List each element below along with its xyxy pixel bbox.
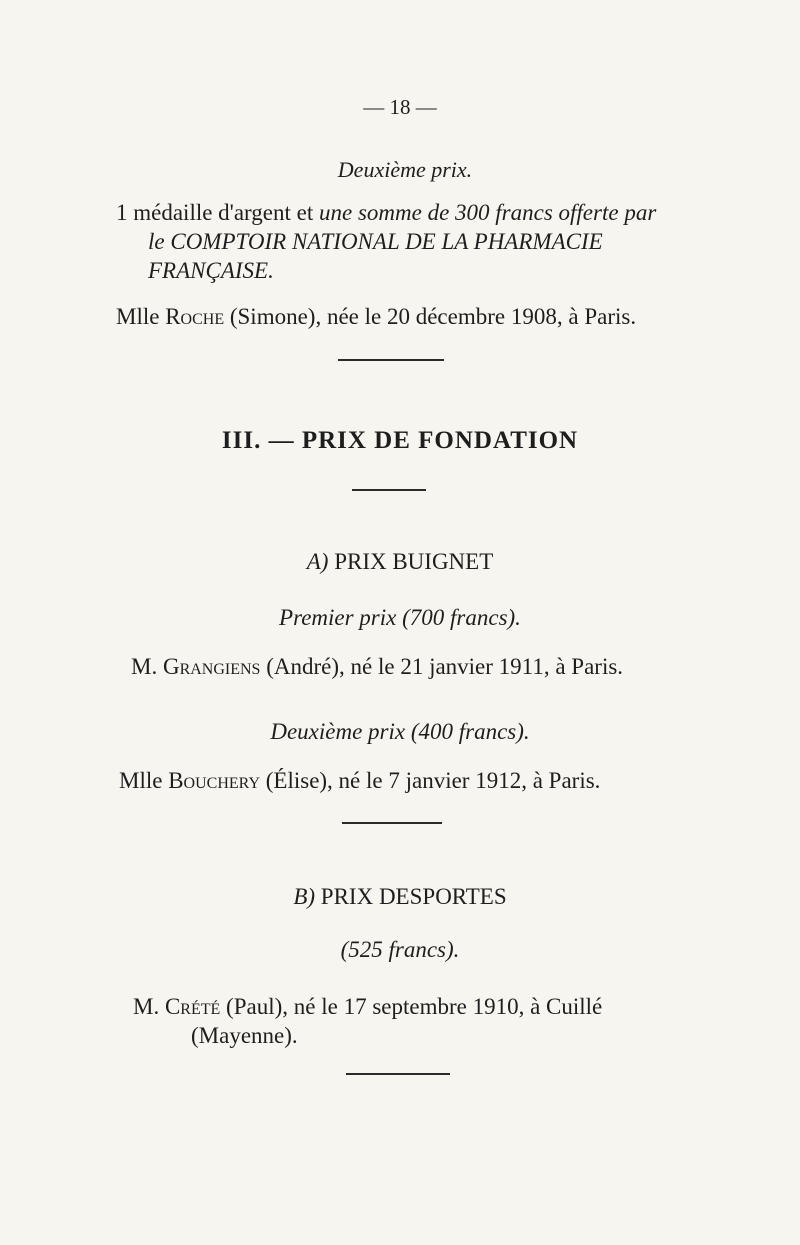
award-line-1-roman: 1 médaille d'argent et <box>116 200 319 225</box>
winner-crete-line-2: (Mayenne). <box>191 1023 298 1048</box>
winner-grangiens <box>131 654 623 680</box>
premier-prix-label: Premier prix (700 francs). <box>279 605 521 630</box>
prix-a-letter: A) <box>306 549 329 574</box>
winner-prefix: Mlle <box>119 768 169 793</box>
page-number: — 18 — <box>363 95 437 119</box>
prix-b-name: PRIX DESPORTES <box>315 884 507 909</box>
winner-crete <box>133 994 602 1020</box>
winner-surname: Crété <box>164 994 221 1019</box>
prix-buignet-title <box>0 549 800 575</box>
winner-details: (Élise), né le 7 janvier 1912, à Paris. <box>260 768 601 793</box>
winner-surname: Grangiens <box>162 654 261 679</box>
desportes-prize-label: (525 francs). <box>340 937 460 962</box>
heading-divider <box>352 489 426 491</box>
winner-surname: Bouchery <box>168 768 260 793</box>
section-divider <box>338 359 444 361</box>
winner-details: (André), né le 21 janvier 1911, à Paris. <box>260 654 624 679</box>
award-line-3: FRANÇAISE. <box>148 258 274 283</box>
winner-surname: Roche <box>165 304 225 329</box>
deuxieme-prix-label: Deuxième prix (400 francs). <box>270 719 530 744</box>
winner-prefix: M. <box>131 654 163 679</box>
winner-details: (Simone), née le 20 décembre 1908, à Paris. <box>224 304 637 329</box>
winner-roche <box>116 304 636 330</box>
winner-details: (Paul), né le 17 septembre 1910, à Cuillé <box>220 994 603 1019</box>
winner-prefix: M. <box>133 994 165 1019</box>
winner-bouchery <box>119 768 600 794</box>
prix-a-name: PRIX BUIGNET <box>328 549 494 574</box>
prix-desportes-title <box>0 884 800 910</box>
prize-title-deuxieme: Deuxième prix. <box>337 157 473 182</box>
end-divider <box>346 1073 450 1075</box>
section-heading: III. — PRIX DE FONDATION <box>221 427 579 454</box>
section-divider <box>342 822 442 824</box>
award-line-1 <box>116 200 656 226</box>
prix-b-letter: B) <box>293 884 316 909</box>
award-line-2: le COMPTOIR NATIONAL DE LA PHARMACIE <box>148 229 603 254</box>
winner-prefix: Mlle <box>116 304 166 329</box>
award-line-1-italic: une somme de 300 francs offerte par <box>318 200 657 225</box>
